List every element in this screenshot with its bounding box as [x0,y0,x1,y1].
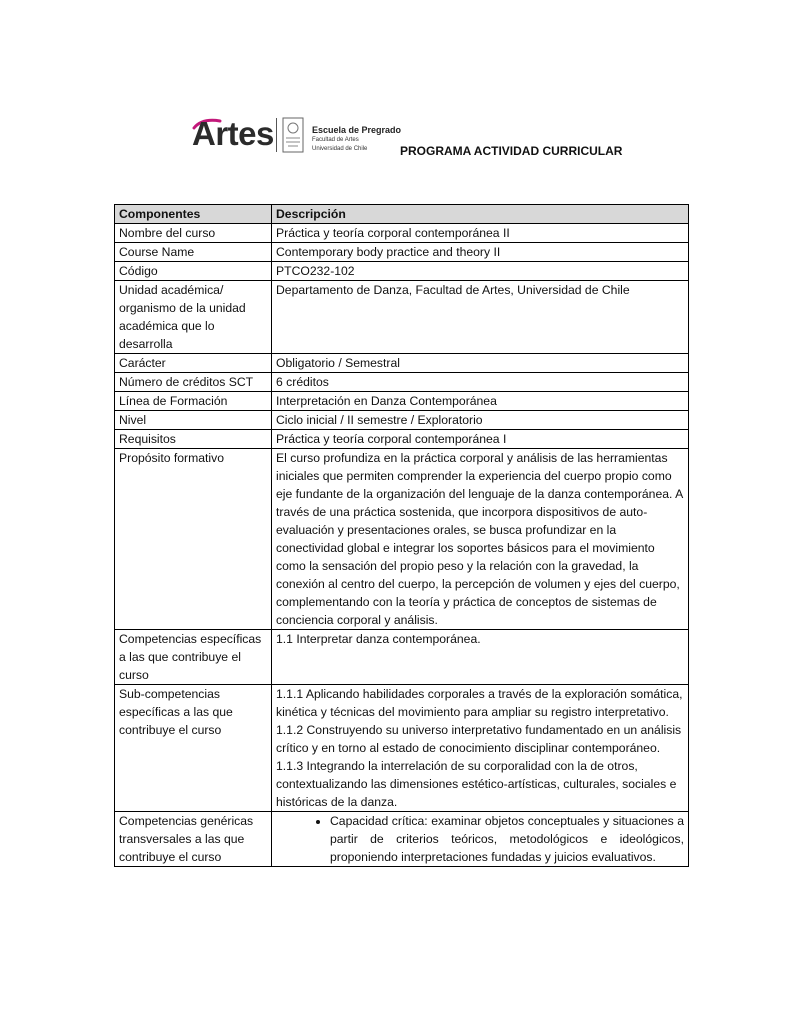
row-label: Propósito formativo [115,449,272,630]
table-row [115,430,689,449]
table-row [115,812,689,867]
row-value: 1.1 Interpretar danza contemporánea. [272,630,689,685]
table-header-row [115,205,689,224]
row-value: Práctica y teoría corporal contemporánea II [272,224,689,243]
table-row [115,262,689,281]
row-label: Competencias específicas a las que contribuye el curso [115,630,272,685]
row-label: Código [115,262,272,281]
row-label: Unidad académica/ organismo de la unidad académica que lo desarrolla [115,281,272,354]
row-label: Requisitos [115,430,272,449]
row-value: 6 créditos [272,373,689,392]
subcompetency-item: 1.1.3 Integrando la interrelación de su corporalidad con la de otros, contextualizando las dimensiones estético-artísticas, culturales, sociales e históricas de la danza. [276,759,677,809]
row-label: Nivel [115,411,272,430]
row-label: Línea de Formación [115,392,272,411]
row-value: Contemporary body practice and theory II [272,243,689,262]
table-row [115,354,689,373]
school-name-block [312,125,401,154]
table-row [115,411,689,430]
row-value: Ciclo inicial / II semestre / Exploratorio [272,411,689,430]
row-label: Nombre del curso [115,224,272,243]
row-value: Obligatorio / Semestral [272,354,689,373]
school-name: Escuela de Pregrado [312,125,402,135]
generic-competencies-cell [272,812,689,867]
row-label: Carácter [115,354,272,373]
generic-competencies-list [276,812,684,866]
table-row [115,243,689,262]
column-header-components: Componentes [115,205,272,224]
university-seal-icon [280,116,306,154]
row-label: Course Name [115,243,272,262]
university-name: Universidad de Chile [312,146,368,152]
column-header-description: Descripción [272,205,689,224]
row-value-purpose: El curso profundiza en la práctica corporal y análisis de las herramientas iniciales que permiten comprender la experiencia del cuerpo propio como eje fundante de la organización del lenguaje de la danza contemporánea. A través de una práctica sostenida, que incorpora dispositivos de auto-evaluación y presentaciones orales, se busca profundizar en la conectividad global e integrar los soportes básicos para el movimiento como la sensación del propio peso y la relación con la gravedad, la conexión al centro del cuerpo, la percepción de volumen y ejes del cuerpo, complementando con la teoría y práctica de conceptos de sistemas de conciencia corporal y análisis. [272,449,689,630]
row-value: Práctica y teoría corporal contemporánea I [272,430,689,449]
table-row [115,373,689,392]
table-row [115,224,689,243]
subcompetency-item: 1.1.2 Construyendo su universo interpretativo fundamentado en un análisis crítico y en torno al estado de conocimiento disciplinar contemporáneo. [276,723,682,755]
row-value: Interpretación en Danza Contemporánea [272,392,689,411]
row-label: Competencias genéricas transversales a las que contribuye el curso [115,812,272,867]
table-row [115,392,689,411]
table-row [115,685,689,812]
row-label: Número de créditos SCT [115,373,272,392]
document-title: PROGRAMA ACTIVIDAD CURRICULAR [400,144,623,158]
program-table [114,204,689,867]
artes-logo-wordmark: Artes [192,115,274,152]
table-row [115,281,689,354]
row-value: Departamento de Danza, Facultad de Artes, Universidad de Chile [272,281,689,354]
table-row [115,630,689,685]
faculty-name: Facultad de Artes [312,137,359,143]
logo-divider [276,118,277,152]
table-row [115,449,689,630]
subcompetency-item: 1.1.1 Aplicando habilidades corporales a través de la exploración somática, kinética y técnicas del movimiento para ampliar su registro interpretativo. [276,687,683,719]
list-item: • Capacidad crítica: examinar objetos conceptuales y situaciones a partir de criterios teóricos, metodológicos e ideológicos, proponiendo interpretaciones fundadas y juicios evaluativos. [330,812,684,866]
subcompetencies-cell [272,685,689,812]
row-value: PTCO232-102 [272,262,689,281]
row-label: Sub-competencias específicas a las que contribuye el curso [115,685,272,812]
